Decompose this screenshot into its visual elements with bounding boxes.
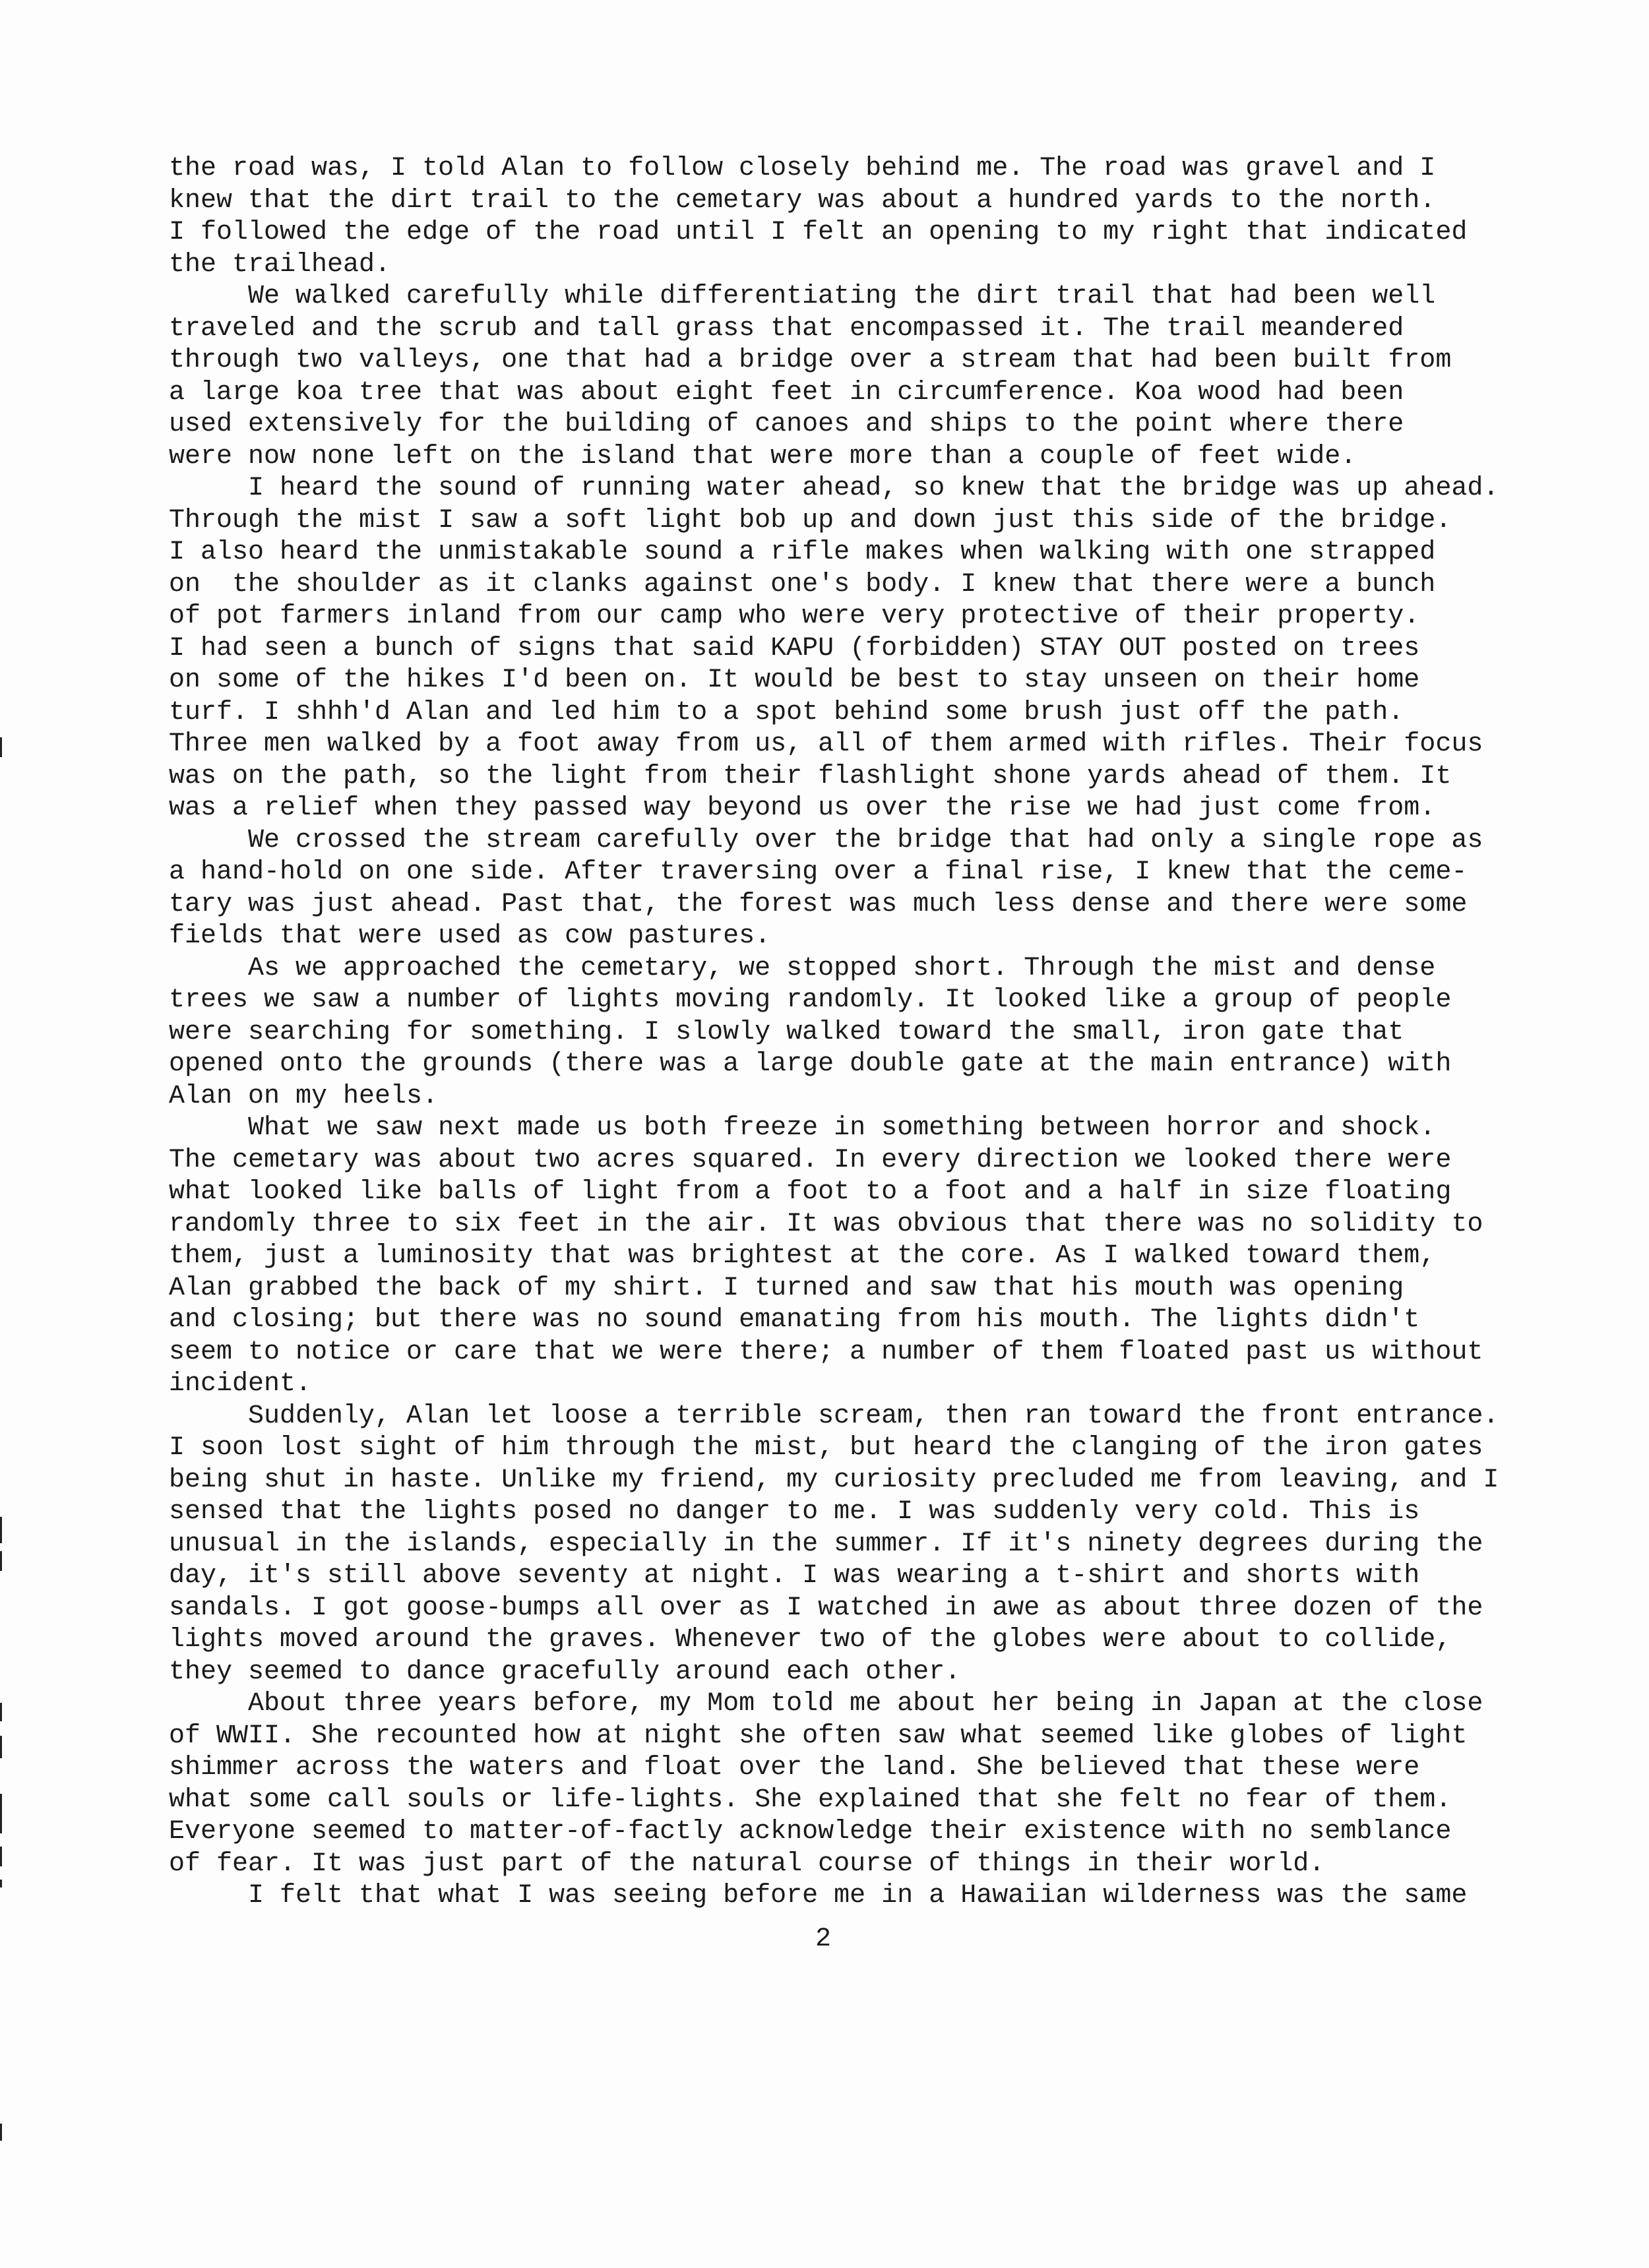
- text-line: I also heard the unmistakable sound a rifle makes when walking with one strapped: [169, 537, 1436, 567]
- text-line: a hand-hold on one side. After traversing over a final rise, I knew that the ceme-: [169, 857, 1468, 887]
- text-line: Alan on my heels.: [169, 1081, 439, 1111]
- page-number: 2: [815, 1924, 831, 1954]
- scan-edge-mark: [0, 1517, 2, 1543]
- text-line: traveled and the scrub and tall grass that encompassed it. The trail meandered: [169, 313, 1404, 344]
- text-line: sandals. I got goose-bumps all over as I watched in awe as about three dozen of the: [169, 1593, 1483, 1623]
- text-line: seem to notice or care that we were there; a number of them floated past us without: [169, 1337, 1483, 1367]
- text-line: incident.: [169, 1369, 312, 1399]
- text-line: day, it's still above seventy at night. I was wearing a t-shirt and shorts with: [169, 1561, 1420, 1591]
- text-line: We walked carefully while differentiating the dirt trail that had been well: [169, 282, 1436, 311]
- scan-edge-mark: [0, 1847, 2, 1866]
- text-line: the road was, I told Alan to follow closely behind me. The road was gravel and I: [169, 154, 1436, 183]
- text-line: and closing; but there was no sound emanating from his mouth. The lights didn't: [169, 1305, 1420, 1335]
- text-line: shimmer across the waters and float over the land. She believed that these were: [169, 1753, 1420, 1783]
- text-line: sensed that the lights posed no danger to me. I was suddenly very cold. This is: [169, 1497, 1420, 1527]
- scan-edge-mark: [0, 1703, 2, 1721]
- text-line: Three men walked by a foot away from us, all of them armed with rifles. Their focus: [169, 729, 1483, 759]
- body-text: [169, 153, 1528, 1913]
- text-line: Through the mist I saw a soft light bob up and down just this side of the bridge.: [169, 505, 1452, 536]
- text-line: tary was just ahead. Past that, the forest was much less dense and there were some: [169, 889, 1468, 919]
- text-line: being shut in haste. Unlike my friend, my curiosity precluded me from leaving, and I: [169, 1465, 1499, 1495]
- text-line: I felt that what I was seeing before me in a Hawaiian wilderness was the same: [169, 1881, 1468, 1911]
- text-line: of fear. It was just part of the natural course of things in their world.: [169, 1849, 1325, 1879]
- text-line: I heard the sound of running water ahead, so knew that the bridge was up ahead.: [169, 474, 1499, 503]
- scan-edge-mark: [0, 1736, 2, 1758]
- text-line: were now none left on the island that were more than a couple of feet wide.: [169, 441, 1357, 472]
- text-line: was a relief when they passed way beyond us over the rise we had just come from.: [169, 793, 1436, 823]
- scan-edge-mark: [0, 1551, 2, 1571]
- scan-edge-mark: [0, 2124, 2, 2141]
- text-line: a large koa tree that was about eight feet in circumference. Koa wood had been: [169, 377, 1404, 408]
- text-line: fields that were used as cow pastures.: [169, 921, 771, 951]
- text-line: lights moved around the graves. Whenever two of the globes were about to collide,: [169, 1625, 1452, 1655]
- text-line: What we saw next made us both freeze in something between horror and shock.: [169, 1113, 1436, 1143]
- text-line: About three years before, my Mom told me about her being in Japan at the close: [169, 1689, 1483, 1719]
- text-line: The cemetary was about two acres squared. In every direction we looked there were: [169, 1145, 1452, 1175]
- text-line: trees we saw a number of lights moving randomly. It looked like a group of people: [169, 985, 1452, 1015]
- text-line: on the shoulder as it clanks against one's body. I knew that there were a bunch: [169, 569, 1436, 599]
- text-line: As we approached the cemetary, we stopped short. Through the mist and dense: [169, 953, 1436, 983]
- text-line: opened onto the grounds (there was a large double gate at the main entrance) with: [169, 1049, 1452, 1079]
- text-line: I had seen a bunch of signs that said KAPU (forbidden) STAY OUT posted on trees: [169, 633, 1420, 663]
- text-line: was on the path, so the light from their flashlight shone yards ahead of them. It: [169, 761, 1452, 791]
- text-line: on some of the hikes I'd been on. It would be best to stay unseen on their home: [169, 665, 1420, 695]
- scan-edge-mark: [0, 737, 2, 757]
- text-line: they seemed to dance gracefully around each other.: [169, 1657, 961, 1687]
- text-line: Alan grabbed the back of my shirt. I turned and saw that his mouth was opening: [169, 1273, 1404, 1303]
- scan-edge-mark: [0, 1880, 2, 1887]
- text-line: We crossed the stream carefully over the bridge that had only a single rope as: [169, 825, 1483, 855]
- scan-edge-mark: [0, 1794, 2, 1833]
- text-line: turf. I shhh'd Alan and led him to a spot behind some brush just off the path.: [169, 697, 1404, 727]
- text-line: I followed the edge of the road until I felt an opening to my right that indicated: [169, 218, 1468, 247]
- text-line: I soon lost sight of him through the mist, but heard the clanging of the iron gates: [169, 1433, 1483, 1463]
- text-line: randomly three to six feet in the air. It was obvious that there was no solidity to: [169, 1209, 1483, 1239]
- text-line: Everyone seemed to matter-of-factly acknowledge their existence with no semblance: [169, 1817, 1452, 1847]
- text-line: the trailhead.: [169, 249, 391, 280]
- text-line: knew that the dirt trail to the cemetary was about a hundred yards to the north.: [169, 185, 1436, 216]
- text-line: them, just a luminosity that was brightest at the core. As I walked toward them,: [169, 1241, 1436, 1271]
- text-line: what some call souls or life-lights. She explained that she felt no fear of them.: [169, 1785, 1452, 1815]
- text-line: unusual in the islands, especially in the summer. If it's ninety degrees during the: [169, 1529, 1483, 1559]
- text-line: were searching for something. I slowly walked toward the small, iron gate that: [169, 1017, 1404, 1047]
- text-line: of WWII. She recounted how at night she often saw what seemed like globes of light: [169, 1721, 1468, 1751]
- text-line: used extensively for the building of canoes and ships to the point where there: [169, 410, 1404, 439]
- text-line: what looked like balls of light from a foot to a foot and a half in size floating: [169, 1177, 1452, 1207]
- text-line: Suddenly, Alan let loose a terrible scream, then ran toward the front entrance.: [169, 1401, 1499, 1431]
- text-line: through two valleys, one that had a bridge over a stream that had been built from: [169, 346, 1452, 375]
- text-line: of pot farmers inland from our camp who were very protective of their property.: [169, 601, 1420, 631]
